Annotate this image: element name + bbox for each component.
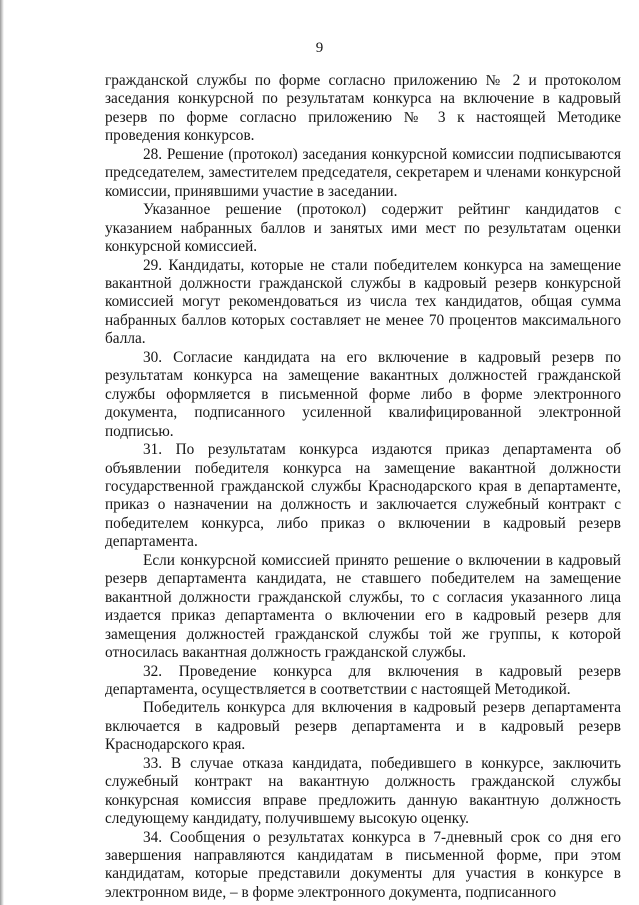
paragraph-31-reserve: Если конкурсной комиссией принято решение о включении в кадровый резерв департамента кандидата, не ставшего победителем на замещение вакантной должности гражданской службы, то с согласия указанного лица издается приказ департамента о включении его в кадровый резерв для замещения должностей гражданской службы той же группы, к которой относилась вакантная должность гражданской службы. [105,551,621,662]
scan-edge [0,0,4,905]
document-body [105,72,621,902]
page-number: 9 [315,40,324,56]
paragraph-30: 30. Согласие кандидата на его включение в кадровый резерв по результатам конкурса на замещение вакантных должностей гражданской службы оформляется в письменной форме либо в форме электронного документа, подписанного усиленной квалифицированной электронной подписью. [105,348,621,440]
paragraph-31: 31. По результатам конкурса издаются приказ департамента об объявлении победителя конкурса на замещение вакантной должности государственной гражданской службы Краснодарского края в департаменте, приказ о назначении на должность и заключается служебный контракт с победителем конкурса, либо приказ о включении в кадровый резерв департамента. [105,441,621,551]
paragraph-32: 32. Проведение конкурса для включения в кадровый резерв департамента, осуществляется в соответствии с настоящей Методикой. [105,662,621,698]
paragraph-32-winner: Победитель конкурса для включения в кадровый резерв департамента включается в кадровый резерв департамента и в кадровый резерв Краснодарского края. [105,699,621,754]
paragraph-28: 28. Решение (протокол) заседания конкурсной комиссии подписываются председателем, заместителем председателя, секретарем и членами конкурсной комиссии, принявшими участие в заседании. [105,145,621,200]
paragraph-33: 33. В случае отказа кандидата, победившего в конкурсе, заключить служебный контракт на вакантную должность гражданской службы конкурсная комиссия вправе предложить данную вакантную должность следующему кандидату, получившему высокую оценку. [105,754,621,828]
paragraph-34: 34. Сообщения о результатах конкурса в 7-дневный срок со дня его завершения направляются кандидатам в письменной форме, при этом кандидатам, которые представили документы для участия в конкурсе в электронном виде, – в форме электронного документа, подписанного [105,828,621,901]
paragraph-29: 29. Кандидаты, которые не стали победителем конкурса на замещение вакантной должности гражданской службы в кадровый резерв конкурсной комиссией могут рекомендоваться из числа тех кандидатов, общая сумма набранных баллов которых составляет не менее 70 процентов максимального балла. [105,256,621,348]
paragraph-28-rating: Указанное решение (протокол) содержит рейтинг кандидатов с указанием набранных баллов и занятых ими мест по результатам оценки конкурсной комиссией. [105,201,621,256]
paragraph-continuation: гражданской службы по форме согласно приложению № 2 и протоколом заседания конкурсной по результатам конкурса на включение в кадровый резерв по форме согласно приложению № 3 к настоящей Методике проведения конкурсов. [105,72,621,145]
